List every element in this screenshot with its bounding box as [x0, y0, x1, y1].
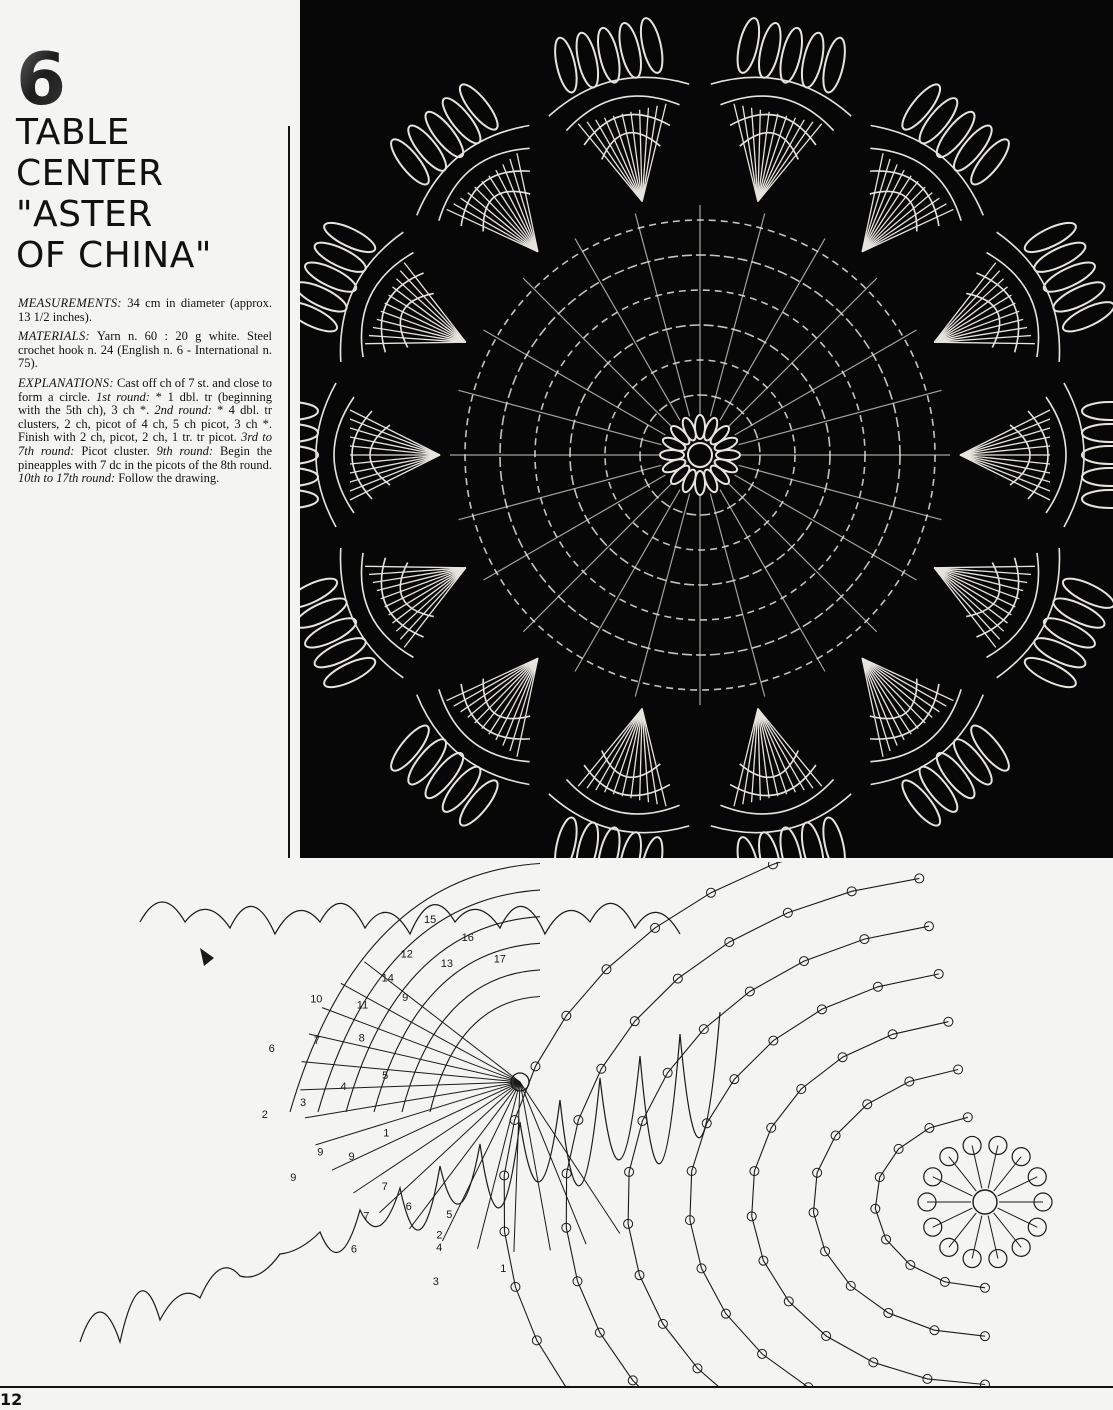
fan-arc — [997, 548, 1077, 686]
round-number-label: 17 — [493, 953, 506, 966]
round-number-label: 11 — [356, 999, 369, 1012]
picot — [1028, 1218, 1046, 1236]
outer-loop — [300, 402, 318, 420]
outer-loop — [300, 468, 318, 486]
picot — [963, 1113, 972, 1122]
explanations-text: Cast off ch of 7 st. and close to form a circle. — [18, 375, 272, 404]
materials-text: Yarn n. 60 : 20 g white. Steel crochet hook n. 24 (English n. 6 - International n. 75). — [18, 329, 272, 371]
page-number: 12 — [0, 1390, 23, 1409]
round-label: 9th round: — [156, 443, 214, 458]
outer-loop — [300, 424, 318, 442]
fan-strand — [960, 455, 1050, 491]
center-petal — [708, 423, 732, 447]
round-number-label: 9 — [290, 1171, 297, 1184]
outer-loop — [551, 816, 581, 858]
pattern-number: 6 — [16, 46, 67, 110]
round-number-label: 1 — [500, 1262, 507, 1275]
fan-arc — [720, 779, 838, 824]
fan-arc — [562, 85, 680, 130]
fan-strand — [409, 1082, 520, 1229]
fan-strand — [482, 658, 559, 745]
fan-strand — [365, 527, 466, 607]
fan-arc — [562, 779, 680, 824]
fan-arc — [323, 548, 403, 686]
explanations-text: * 4 dbl. tr clusters, 2 ch, picot of 4 ch, 5 ch picot, 3 ch *. Finish with 2 ch, picot, 2 ch, 1 tr. tr picot. — [18, 403, 273, 445]
pattern-title — [16, 112, 286, 276]
pineapple-motif — [371, 68, 595, 297]
fan-arc — [544, 65, 689, 117]
outer-loop — [1082, 446, 1113, 464]
border-scallops — [80, 1012, 720, 1342]
chain-line — [728, 278, 876, 426]
fan-arc — [987, 553, 1055, 666]
center-petal — [668, 423, 692, 447]
fan-arc — [711, 65, 856, 117]
title-line: "ASTER — [16, 194, 153, 235]
round-number-label: 13 — [440, 958, 454, 971]
round-number-label: 6 — [268, 1043, 275, 1055]
fan-arc — [345, 244, 413, 357]
fan-strand — [758, 700, 813, 796]
explanations-paragraph — [18, 377, 272, 486]
fan-strand — [341, 983, 520, 1082]
round-number-label: 6 — [350, 1243, 358, 1256]
fan-strand — [365, 303, 466, 383]
chain-row — [628, 926, 985, 1386]
chain-line — [728, 483, 876, 631]
round-number-label: 6 — [405, 1200, 412, 1213]
stitch-line — [933, 1177, 973, 1196]
chain-row — [875, 1117, 985, 1288]
explanations-text: Follow the drawing. — [115, 471, 220, 486]
fan-arc — [345, 553, 413, 666]
pattern-number-glyph — [14, 46, 72, 110]
round-number-label: 14 — [381, 972, 394, 985]
round-number-label: 7 — [363, 1210, 370, 1223]
stitch-line — [994, 1213, 1021, 1247]
fan-strand — [827, 153, 918, 251]
chain-row — [752, 1022, 985, 1385]
chain-row — [566, 878, 985, 1386]
stitch-line — [988, 1216, 998, 1259]
chain-line — [459, 465, 662, 519]
chain-line — [739, 465, 942, 519]
stitch-line — [988, 1145, 998, 1188]
round-label: 2nd round: — [154, 403, 212, 418]
fan-strand — [827, 658, 918, 756]
picot — [934, 969, 943, 978]
stitch-line — [972, 1145, 982, 1188]
fan-arc — [720, 85, 838, 130]
pineapple-motif — [371, 613, 595, 842]
outer-loop — [300, 277, 350, 318]
outer-loop — [300, 296, 341, 337]
fan-strand — [520, 1082, 550, 1250]
outer-loop — [300, 593, 350, 634]
start-arrow — [200, 948, 214, 966]
outer-loop — [1082, 490, 1113, 508]
pineapple-motif — [532, 12, 712, 218]
chain-line — [635, 494, 689, 697]
fan-strand — [520, 1082, 586, 1244]
title-line: TABLE — [16, 112, 130, 153]
picot — [1028, 1168, 1046, 1186]
round-number-label: 3 — [300, 1097, 307, 1110]
fan-arc — [323, 224, 403, 362]
round-number-label: 7 — [381, 1180, 388, 1193]
picot — [924, 1168, 942, 1186]
outer-loop — [819, 816, 849, 858]
title-line: OF CHINA" — [16, 235, 212, 276]
stitch-line — [998, 1177, 1038, 1196]
pineapple-motif — [300, 200, 497, 407]
fan-strand — [934, 527, 1035, 607]
pineapple-motif — [903, 503, 1113, 710]
chain-line — [635, 214, 689, 417]
doily-photo — [300, 0, 1113, 858]
pineapple-motif — [903, 200, 1113, 407]
round-number-label: 7 — [313, 1035, 320, 1048]
fan-strand — [841, 165, 918, 252]
round-number-label: 10 — [310, 993, 323, 1006]
crochet-chart — [0, 862, 1113, 1386]
chain-line — [483, 330, 665, 435]
fan-strand — [960, 455, 1050, 473]
fan-strand — [514, 1082, 520, 1252]
outer-loop — [300, 573, 341, 614]
measurements-label: MEASUREMENTS: — [18, 296, 122, 310]
instructions-column — [0, 0, 290, 860]
chain-line — [459, 390, 662, 444]
border-scallops — [140, 902, 680, 934]
round-number-label: 4 — [340, 1080, 347, 1093]
center-chain-ring — [973, 1190, 997, 1214]
round-number-label: 2 — [261, 1108, 268, 1121]
fan-strand — [520, 1082, 620, 1233]
round-label: 10th to 17th round: — [18, 471, 116, 486]
chain-line — [739, 390, 942, 444]
fan-strand — [442, 1082, 520, 1241]
pineapple-motif — [300, 383, 440, 527]
fan-strand — [587, 114, 642, 210]
outer-loop — [1082, 468, 1113, 486]
explanations-text: * 1 dbl. tr (beginning with the 5th ch), 3 ch *. — [18, 389, 272, 418]
column-divider — [288, 126, 290, 858]
stitch-line — [933, 1208, 973, 1227]
chain-line — [710, 214, 764, 417]
chain-line — [523, 278, 671, 426]
round-number-label: 3 — [432, 1276, 439, 1289]
round-number-label: 1 — [383, 1127, 390, 1140]
round-number-label: 16 — [461, 932, 474, 944]
round-number-label: 9 — [402, 992, 409, 1005]
round-number-label: 8 — [358, 1032, 365, 1045]
center-petal — [708, 463, 732, 487]
center-petal — [668, 463, 692, 487]
round-number-label: 9 — [317, 1146, 324, 1159]
fan-strand — [350, 455, 440, 473]
fan-strand — [841, 658, 918, 745]
outer-loop — [300, 490, 318, 508]
fan-strand — [482, 658, 573, 756]
fan-arc — [987, 244, 1055, 357]
explanations-text: Begin the pineapples with 7 dc in the picots of the 8th round. — [18, 443, 272, 472]
stitch-line — [998, 1208, 1038, 1227]
fan-strand — [350, 437, 440, 455]
chain-row — [814, 1070, 986, 1337]
round-number-label: 2 — [436, 1229, 443, 1242]
fan-strand — [350, 455, 440, 491]
materials-label: MATERIALS: — [18, 329, 90, 344]
pineapple-motif — [688, 692, 868, 858]
pineapple-motif — [960, 383, 1113, 527]
fan-strand — [960, 419, 1050, 455]
chain-line — [710, 494, 764, 697]
fan-arc — [290, 864, 540, 1113]
explanations-label: EXPLANATIONS: — [18, 375, 114, 390]
pineapple-motif — [806, 68, 1030, 297]
fan-arc — [544, 794, 689, 846]
center-ring — [688, 443, 712, 467]
title-line: CENTER — [16, 153, 164, 194]
fan-strand — [587, 700, 642, 796]
pineapple-motif — [532, 692, 712, 858]
fan-strand — [482, 153, 573, 251]
stitch-line — [949, 1157, 976, 1191]
crochet-diagram — [0, 862, 1113, 1386]
round-label: 3rd to 7th round: — [18, 430, 272, 458]
doily-illustration — [300, 0, 1113, 858]
fan-arc — [997, 224, 1077, 362]
chain-line — [735, 330, 917, 435]
materials-paragraph — [18, 330, 272, 371]
pineapple-motif — [688, 12, 868, 218]
fan-arc — [711, 794, 856, 846]
round-number-label: 12 — [400, 948, 413, 961]
explanations-text: Picot cluster. — [74, 443, 157, 458]
stitch-line — [949, 1213, 976, 1247]
stitch-line — [994, 1157, 1021, 1191]
round-number-label: 4 — [436, 1241, 443, 1254]
instructions-text — [18, 297, 272, 492]
measurements-paragraph — [18, 297, 272, 324]
pineapple-motif — [300, 503, 497, 710]
fan-strand — [322, 1008, 520, 1082]
picot — [924, 1218, 942, 1236]
fan-strand — [350, 419, 440, 455]
outer-loop — [1082, 424, 1113, 442]
pattern-number-badge — [14, 46, 72, 110]
fan-strand — [332, 1082, 520, 1170]
round-number-label: 5 — [446, 1209, 453, 1222]
bottom-rule — [0, 1386, 1113, 1388]
outer-loop — [1082, 402, 1113, 420]
round-number-label: 15 — [424, 914, 437, 926]
pineapple-motif — [806, 613, 1030, 842]
fan-strand — [960, 437, 1050, 455]
chain-line — [523, 483, 671, 631]
fan-strand — [934, 303, 1035, 383]
stitch-line — [972, 1216, 982, 1259]
round-number-label: 5 — [382, 1070, 389, 1082]
round-label: 1st round: — [95, 389, 150, 404]
measurements-text: 34 cm in diameter (approx. 13 1/2 inches). — [18, 296, 273, 324]
fan-strand — [482, 165, 559, 252]
fan-strand — [758, 114, 813, 210]
round-number-label: 9 — [348, 1150, 355, 1163]
